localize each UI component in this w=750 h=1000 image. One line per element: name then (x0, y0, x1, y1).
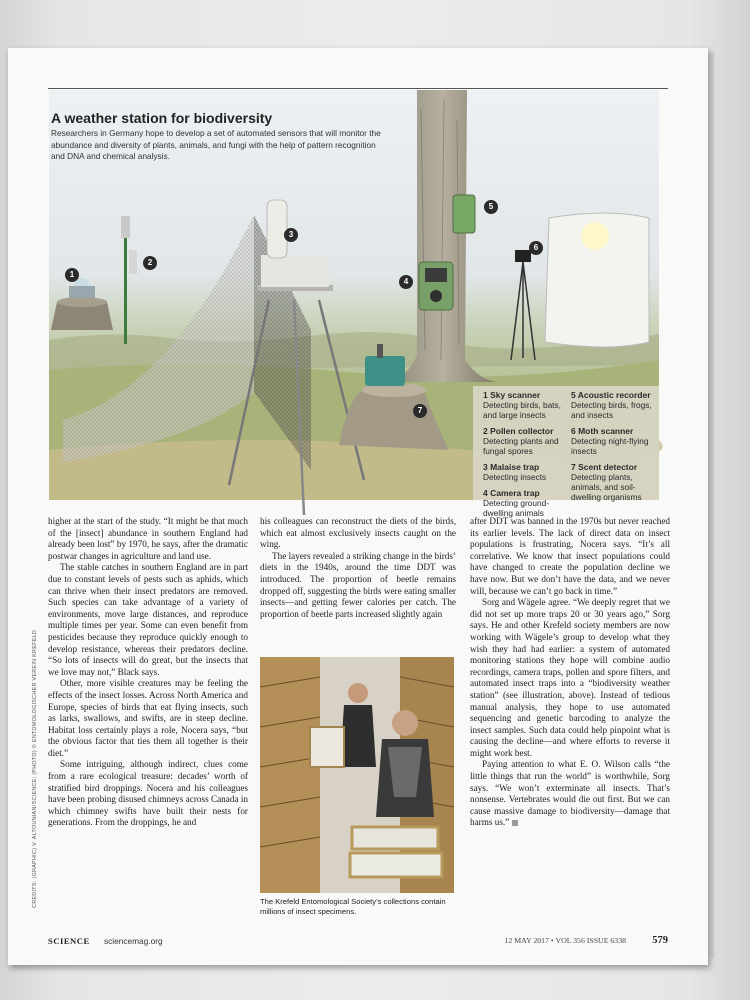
legend-item-title: 7 Scent detector (571, 462, 638, 472)
legend-item (483, 390, 571, 420)
text-column-1 (48, 516, 248, 829)
page-number: 579 (652, 935, 668, 946)
text-column-2 (260, 516, 456, 620)
legend-item-text: Detecting insects (483, 472, 547, 482)
legend-item (571, 426, 659, 456)
marker-3: 3 (284, 228, 298, 242)
legend-item-text: Detecting birds, bats, and large insects (483, 400, 561, 420)
marker-5: 5 (484, 200, 498, 214)
figure-subtitle: Researchers in Germany hope to develop a set of automated sensors that will monitor the abundance and diversity of plants, animals, and fungi with the help of pattern recognition and DNA and chemical analysis. (51, 128, 381, 161)
marker-6: 6 (529, 241, 543, 255)
legend-item-text: Detecting plants, animals, and soil-dwelling organisms (571, 472, 642, 502)
legend-item-title: 2 Pollen collector (483, 426, 554, 436)
end-mark-icon (512, 820, 518, 826)
paragraph: his colleagues can reconstruct the diets of the birds, which eat almost exclusively insects caught on the wing. (260, 516, 456, 550)
legend-item-title: 6 Moth scanner (571, 426, 634, 436)
photo-art (260, 657, 454, 893)
paragraph: higher at the start of the study. “It might be that much of the [insect] abundance in southern England had already been lost” by 1970, he says, after the dramatic postwar changes in agriculture and land use. (48, 516, 248, 561)
illustration-figure (49, 90, 659, 518)
legend-item (571, 390, 659, 420)
journal-site: sciencemag.org (104, 936, 163, 946)
marker-4: 4 (399, 275, 413, 289)
legend-item (483, 426, 571, 456)
issue-info: 12 MAY 2017 • VOL 356 ISSUE 6338 (504, 936, 626, 945)
marker-7: 7 (413, 404, 427, 418)
paragraph: The stable catches in southern England are in part due to constant levels of pests such as aphids, which can thrive when their insect predators are removed. Such species can take advantage of a variety of environments, move large distances, and reproduce multiple times per year. Some can even benefit from pesticides because they reproduce quickly enough to develop resistance, whereas their predators decline. “So lots of insects will do great, but the insects that we love may not,” Black says. (48, 562, 248, 677)
legend-item-text: Detecting plants and fungal spores (483, 436, 559, 456)
collection-photo (260, 657, 454, 893)
paragraph-text: Paying attention to what E. O. Wilson calls “the little things that run the world” is worthwhile, Sorg says. “We won’t exterminate all insects. That’s nonsense. Vertebrates would die out first. But we can cause massive damage to biodiversity—damage that harms us.” (470, 759, 670, 828)
legend-item (483, 462, 571, 482)
legend-item (571, 462, 659, 502)
legend-column-left (483, 390, 571, 524)
journal-name: SCIENCE (48, 936, 90, 946)
credits-line: CREDITS: (GRAPHIC) V. ALTOUNIAN/SCIENCE; (PHOTO) © ENTOMOLOGISCHER VEREIN KREFELD (32, 629, 38, 908)
paragraph (470, 759, 670, 829)
figure-legend (473, 386, 659, 518)
legend-item-text: Detecting birds, frogs, and insects (571, 400, 652, 420)
legend-item (483, 488, 571, 518)
legend-item-title: 1 Sky scanner (483, 390, 541, 400)
figure-title: A weather station for biodiversity (51, 110, 273, 126)
photo-caption: The Krefeld Entomological Society’s collections contain millions of insect specimens. (260, 897, 446, 916)
legend-column-right (571, 390, 659, 508)
legend-item-title: 3 Malaise trap (483, 462, 540, 472)
paragraph: Other, more visible creatures may be feeling the effects of the insect losses. Across North America and Europe, species of birds that eat flying insects, such as larks, swallows, and swifts, are in steep decline. Habitat loss certainly plays a role, Nocera says, “but the obvious factor that ties them all together is their diet.” (48, 678, 248, 758)
paragraph: after DDT was banned in the 1970s but never reached its earlier levels. The lack of direct data on insect populations is frustrating, Nocera says. “It’s all correlative. We know that insect populations could have changed to create the population decline we have now. But we don’t have the data, and we never will, because we can’t go back in time.” (470, 516, 670, 596)
page-footer (48, 936, 668, 950)
legend-item-title: 4 Camera trap (483, 488, 540, 498)
text-column-3 (470, 516, 670, 829)
top-rule (48, 88, 668, 89)
legend-item-text: Detecting night-flying insects (571, 436, 649, 456)
marker-1: 1 (65, 268, 79, 282)
paragraph: Some intriguing, although indirect, clues come from a rare ecological treasure: decades’ worth of stratified bird droppings. Nocera and his colleagues have been probing disused chimneys across Canada in which chimney swifts have built their nests for generations. From the droppings, he and (48, 759, 248, 828)
marker-2: 2 (143, 256, 157, 270)
magazine-page (8, 48, 708, 965)
paragraph: Sorg and Wägele agree. “We deeply regret that we did not set up more traps 20 or 30 years ago,” Sorg says. He and other Krefeld society members are now working with Wägele’s group to develop what they wish they had had earlier: a system of automated monitoring stations they hope will combine audio recordings, camera traps, pollen and spore filters, and automated insect traps into a “biodiversity weather station” (see illustration, above). Instead of tedious manual analysis, they hope to use automated sequencing and genetic barcoding to analyze the insect samples. Such data could help pinpoint what is causing the decline—and where efforts to reverse it might work best. (470, 597, 670, 758)
paragraph: The layers revealed a striking change in the birds’ diets in the 1940s, around the time DDT was introduced. The proportion of beetle remains dropped off, suggesting the birds were eating smaller insects—and getting fewer calories per catch. The proportion of beetle parts increased slightly again (260, 550, 456, 619)
legend-item-text: Detecting ground-dwelling animals (483, 498, 549, 518)
legend-item-title: 5 Acoustic recorder (571, 390, 651, 400)
